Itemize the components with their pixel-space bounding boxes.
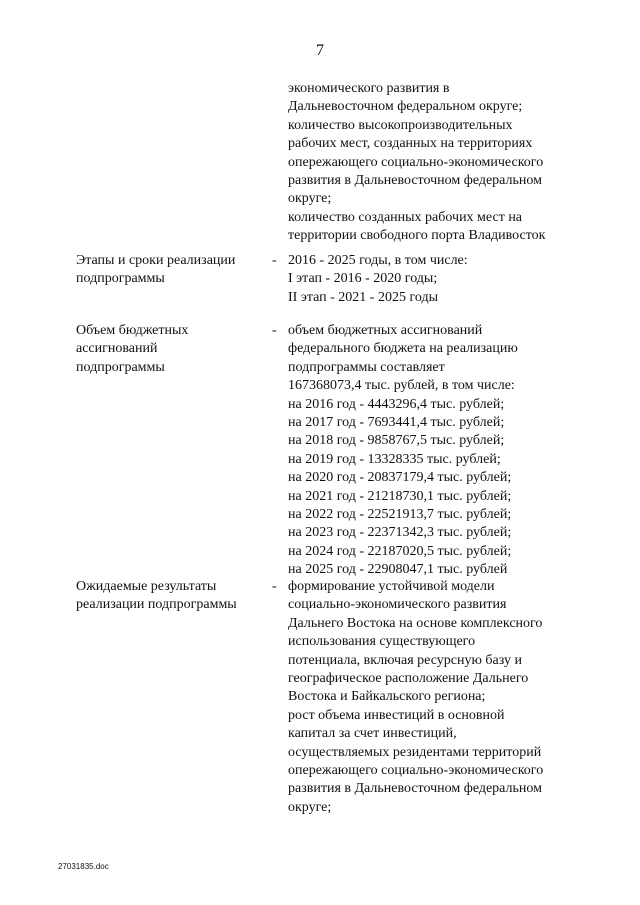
continuation-text — [288, 80, 588, 246]
text-line: опережающего социально-экономического — [288, 154, 544, 170]
section-values — [288, 578, 588, 817]
value-line: использования существующего — [288, 634, 476, 650]
value-line: социально-экономического развития — [288, 597, 507, 613]
value-line: I этап - 2016 - 2020 годы; — [288, 271, 438, 287]
section-values — [288, 252, 588, 307]
value-line: на 2017 год - 7693441,4 тыс. рублей; — [288, 415, 505, 431]
section-label — [76, 252, 266, 289]
value-line: на 2018 год - 9858767,5 тыс. рублей; — [288, 433, 505, 449]
text-line: Дальневосточном федеральном округе; — [288, 99, 523, 115]
value-line: капитал за счет инвестиций, — [288, 726, 457, 742]
section-values — [288, 322, 588, 580]
value-line: на 2023 год - 22371342,3 тыс. рублей; — [288, 525, 512, 541]
text-line: округе; — [288, 191, 332, 207]
value-line: на 2016 год - 4443296,4 тыс. рублей; — [288, 396, 505, 412]
value-line: географическое расположение Дальнего — [288, 671, 529, 687]
value-line: на 2020 год - 20837179,4 тыс. рублей; — [288, 470, 512, 486]
value-line: опережающего социально-экономического — [288, 763, 544, 779]
label-line: Ожидаемые результаты — [76, 579, 217, 594]
value-line: на 2022 год - 22521913,7 тыс. рублей; — [288, 507, 512, 523]
value-line: подпрограммы составляет — [288, 359, 445, 375]
value-line: потенциала, включая ресурсную базу и — [288, 652, 522, 668]
dash-separator: - — [272, 253, 277, 268]
value-line: развития в Дальневосточном федеральном — [288, 781, 542, 797]
value-line: рост объема инвестиций в основной — [288, 707, 505, 723]
label-line: подпрограммы — [76, 359, 165, 375]
value-line: округе; — [288, 799, 332, 815]
value-line: Дальнего Востока на основе комплексного — [288, 615, 543, 631]
value-line: федерального бюджета на реализацию — [288, 341, 518, 357]
label-line: ассигнований — [76, 341, 158, 357]
value-line: на 2021 год - 21218730,1 тыс. рублей; — [288, 488, 512, 504]
value-line: осуществляемых резидентами территорий — [288, 744, 542, 760]
document-filename: 27031835.doc — [58, 862, 109, 871]
dash-separator: - — [272, 579, 277, 594]
label-line: Объем бюджетных — [76, 323, 189, 338]
section-label — [76, 322, 266, 377]
text-line: рабочих мест, созданных на территориях — [288, 136, 533, 152]
value-line: 2016 - 2025 годы, в том числе: — [288, 253, 468, 268]
value-line: 167368073,4 тыс. рублей, в том числе: — [288, 378, 515, 394]
text-line: развития в Дальневосточном федеральном — [288, 173, 542, 189]
dash-separator: - — [272, 323, 277, 338]
value-line: формирование устойчивой модели — [288, 579, 495, 594]
value-line: на 2025 год - 22908047,1 тыс. рублей — [288, 562, 508, 578]
label-line: подпрограммы — [76, 271, 165, 287]
value-line: объем бюджетных ассигнований — [288, 323, 483, 338]
value-line: Востока и Байкальского региона; — [288, 689, 486, 705]
label-line: реализации подпрограммы — [76, 597, 237, 613]
text-line: экономического развития в — [288, 81, 450, 96]
text-line: территории свободного порта Владивосток — [288, 228, 546, 244]
text-line: количество созданных рабочих мест на — [288, 209, 523, 225]
label-line: Этапы и сроки реализации — [76, 253, 236, 268]
page-number: 7 — [316, 42, 324, 59]
value-line: на 2019 год - 13328335 тыс. рублей; — [288, 451, 501, 467]
text-line: количество высокопроизводительных — [288, 117, 513, 133]
value-line: II этап - 2021 - 2025 годы — [288, 289, 438, 305]
section-label — [76, 578, 266, 615]
value-line: на 2024 год - 22187020,5 тыс. рублей; — [288, 543, 512, 559]
